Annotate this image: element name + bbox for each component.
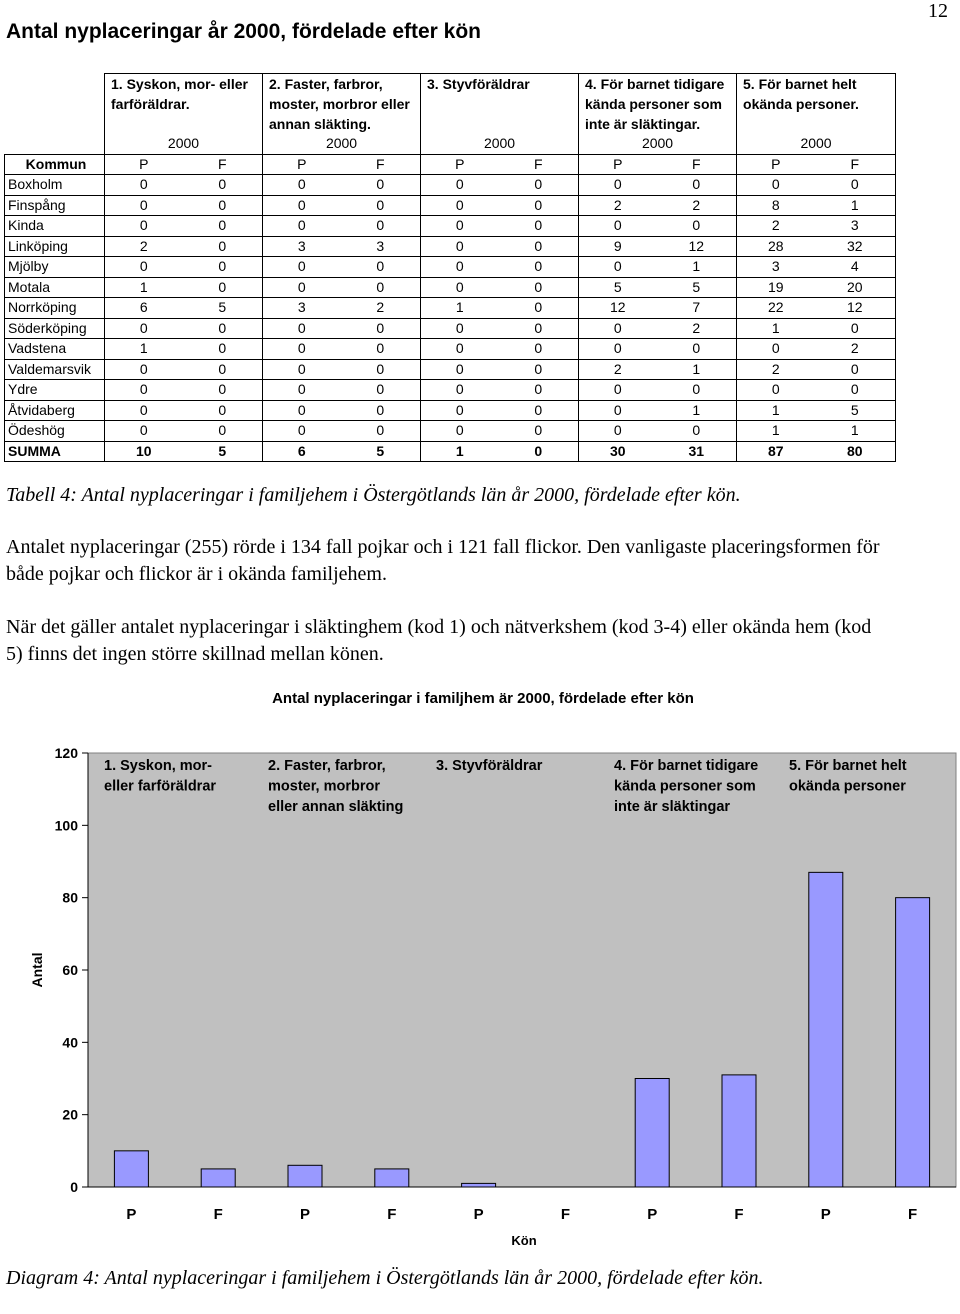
value-cell: 6 (263, 441, 341, 462)
gender-label: F (815, 154, 896, 175)
x-tick-label: P (299, 1206, 311, 1223)
value-cell: 1 (105, 339, 183, 360)
value-cell: 19 (737, 277, 815, 298)
value-cell: 0 (499, 216, 579, 237)
bar (462, 1183, 496, 1187)
value-cell: 0 (579, 380, 657, 401)
value-cell: 2 (579, 359, 657, 380)
table-row (5, 318, 896, 339)
table-row (5, 400, 896, 421)
y-tick-label: 100 (54, 817, 78, 834)
group-annotation: 4. För barnet tidigare (614, 758, 759, 774)
body-paragraph-1: Antalet nyplaceringar (255) rörde i 134 fall pojkar och i 121 fall flickor. Den vanligaste placeringsformen för både pojkar och flickor är i okända familjehem. (6, 536, 880, 585)
value-cell: 0 (421, 318, 499, 339)
value-cell: 0 (183, 359, 263, 380)
kommun-name: Åtvidaberg (5, 400, 105, 421)
kommun-name: Finspång (5, 195, 105, 216)
value-cell: 0 (105, 318, 183, 339)
group-annotation: 3. Styvföräldrar (436, 758, 543, 774)
value-cell: 22 (737, 298, 815, 319)
x-tick-label: F (908, 1206, 918, 1223)
value-cell: 0 (579, 216, 657, 237)
value-cell: 0 (499, 236, 579, 257)
value-cell: 7 (657, 298, 737, 319)
value-cell: 0 (579, 421, 657, 442)
category-header: 5. För barnet helt okända personer. (737, 74, 896, 135)
x-tick-label: P (473, 1206, 484, 1223)
value-cell: 32 (815, 236, 896, 257)
value-cell: 0 (183, 380, 263, 401)
value-cell: 30 (579, 441, 657, 462)
x-tick-label: F (734, 1206, 744, 1223)
value-cell: 0 (263, 421, 341, 442)
value-cell: 0 (499, 400, 579, 421)
kommun-name: Linköping (5, 236, 105, 257)
value-cell: 0 (105, 216, 183, 237)
value-cell: 0 (421, 236, 499, 257)
value-cell: 0 (421, 380, 499, 401)
kommun-name: Boxholm (5, 175, 105, 196)
value-cell: 0 (737, 339, 815, 360)
value-cell: 0 (657, 175, 737, 196)
group-annotation: eller farföräldrar (104, 778, 217, 795)
value-cell: 2 (737, 359, 815, 380)
value-cell: 0 (341, 359, 421, 380)
value-cell: 0 (183, 195, 263, 216)
value-cell: 0 (341, 380, 421, 401)
page-number: 12 (928, 0, 948, 22)
group-annotation: 5. För barnet helt (789, 758, 907, 774)
value-cell: 5 (579, 277, 657, 298)
group-annotation: kända personer som (614, 778, 756, 795)
value-cell: 0 (499, 257, 579, 278)
value-cell: 0 (105, 175, 183, 196)
value-cell: 0 (421, 216, 499, 237)
value-cell: 0 (105, 359, 183, 380)
value-cell: 28 (737, 236, 815, 257)
value-cell: 0 (263, 257, 341, 278)
value-cell: 0 (815, 380, 896, 401)
x-tick-label: F (213, 1206, 223, 1223)
value-cell: 3 (815, 216, 896, 237)
statistics-table (4, 73, 896, 462)
kommun-name: Söderköping (5, 318, 105, 339)
value-cell: 0 (657, 216, 737, 237)
table-row (5, 421, 896, 442)
value-cell: 5 (183, 441, 263, 462)
value-cell: 0 (815, 359, 896, 380)
value-cell: 1 (737, 421, 815, 442)
value-cell: 0 (183, 236, 263, 257)
table-head (5, 74, 896, 175)
value-cell: 12 (815, 298, 896, 319)
x-tick-label: P (126, 1206, 137, 1223)
gender-label: F (341, 154, 421, 175)
gender-label: F (183, 154, 263, 175)
value-cell: 0 (421, 421, 499, 442)
value-cell: 0 (499, 441, 579, 462)
y-tick-label: 60 (62, 962, 78, 978)
category-header-row (5, 74, 896, 135)
value-cell: 9 (579, 236, 657, 257)
y-tick-label: 80 (62, 889, 78, 906)
value-cell: 0 (183, 175, 263, 196)
value-cell: 2 (105, 236, 183, 257)
value-cell: 0 (421, 339, 499, 360)
table-caption: Tabell 4: Antal nyplaceringar i familjehem i Östergötlands län år 2000, fördelade efter kön. (6, 484, 741, 506)
value-cell: 0 (105, 195, 183, 216)
y-tick-label: 0 (70, 1179, 78, 1195)
value-cell: 0 (341, 318, 421, 339)
value-cell: 0 (579, 339, 657, 360)
value-cell: 0 (263, 318, 341, 339)
value-cell: 3 (341, 236, 421, 257)
value-cell: 0 (341, 421, 421, 442)
gender-label: P (579, 154, 657, 175)
value-cell: 0 (579, 257, 657, 278)
value-cell: 20 (815, 277, 896, 298)
value-cell: 0 (263, 195, 341, 216)
value-cell: 3 (737, 257, 815, 278)
group-annotation: moster, morbror (268, 778, 380, 795)
value-cell: 0 (183, 216, 263, 237)
bar (114, 1151, 148, 1187)
group-annotation: 1. Syskon, mor- (104, 758, 212, 774)
y-axis-label: Antal (29, 952, 45, 988)
x-tick-label: F (387, 1206, 397, 1223)
value-cell: 0 (341, 257, 421, 278)
value-cell: 0 (499, 318, 579, 339)
value-cell: 0 (263, 359, 341, 380)
table-row (5, 380, 896, 401)
x-axis-label: Kön (511, 1233, 537, 1248)
kommun-name: Mjölby (5, 257, 105, 278)
value-cell: 31 (657, 441, 737, 462)
value-cell: 2 (815, 339, 896, 360)
value-cell: 0 (421, 400, 499, 421)
value-cell: 5 (657, 277, 737, 298)
gender-label: P (737, 154, 815, 175)
x-tick-label: P (647, 1206, 658, 1223)
year-label: 2000 (579, 134, 737, 154)
value-cell: 0 (263, 339, 341, 360)
value-cell: 0 (657, 339, 737, 360)
value-cell: 1 (737, 318, 815, 339)
gender-label: F (499, 154, 579, 175)
value-cell: 0 (105, 257, 183, 278)
year-label: 2000 (737, 134, 896, 154)
value-cell: 0 (499, 421, 579, 442)
value-cell: 0 (499, 339, 579, 360)
value-cell: 2 (657, 318, 737, 339)
value-cell: 0 (183, 339, 263, 360)
table-row (5, 257, 896, 278)
kommun-name: Ödeshög (5, 421, 105, 442)
bar-chart (0, 740, 960, 1255)
corner-cell (5, 74, 105, 135)
table-row (5, 216, 896, 237)
value-cell: 1 (421, 298, 499, 319)
value-cell: 0 (499, 380, 579, 401)
value-cell: 0 (263, 400, 341, 421)
bar (722, 1075, 756, 1187)
bar (201, 1169, 235, 1187)
value-cell: 0 (657, 421, 737, 442)
kommun-name: SUMMA (5, 441, 105, 462)
value-cell: 6 (105, 298, 183, 319)
value-cell: 12 (657, 236, 737, 257)
value-cell: 5 (341, 441, 421, 462)
value-cell: 12 (579, 298, 657, 319)
value-cell: 0 (421, 175, 499, 196)
value-cell: 2 (737, 216, 815, 237)
value-cell: 5 (815, 400, 896, 421)
x-tick-label: P (820, 1206, 831, 1223)
value-cell: 2 (657, 195, 737, 216)
category-header: 2. Faster, farbror, moster, morbror eller annan släkting. (263, 74, 421, 135)
value-cell: 0 (499, 277, 579, 298)
kommun-name: Ydre (5, 380, 105, 401)
bar (288, 1165, 322, 1187)
value-cell: 0 (579, 400, 657, 421)
gender-label: P (421, 154, 499, 175)
kommun-label: Kommun (5, 154, 105, 175)
value-cell: 0 (263, 216, 341, 237)
sum-row (5, 441, 896, 462)
value-cell: 1 (657, 257, 737, 278)
value-cell: 0 (183, 421, 263, 442)
value-cell: 0 (737, 175, 815, 196)
table-row (5, 359, 896, 380)
value-cell: 0 (737, 380, 815, 401)
value-cell: 87 (737, 441, 815, 462)
value-cell: 4 (815, 257, 896, 278)
value-cell: 0 (263, 277, 341, 298)
x-tick-label: F (560, 1206, 570, 1223)
value-cell: 0 (105, 400, 183, 421)
chart-caption: Diagram 4: Antal nyplaceringar i familjehem i Östergötlands län år 2000, fördelade efter kön. (6, 1267, 764, 1289)
value-cell: 0 (341, 339, 421, 360)
value-cell: 3 (263, 236, 341, 257)
year-label: 2000 (105, 134, 263, 154)
bar (896, 898, 930, 1187)
table-body (5, 175, 896, 462)
value-cell: 0 (499, 359, 579, 380)
year-row (5, 134, 896, 154)
value-cell: 0 (499, 175, 579, 196)
value-cell: 0 (105, 421, 183, 442)
table-row (5, 236, 896, 257)
value-cell: 0 (421, 195, 499, 216)
value-cell: 1 (815, 421, 896, 442)
value-cell: 10 (105, 441, 183, 462)
value-cell: 0 (499, 298, 579, 319)
year-label: 2000 (421, 134, 579, 154)
y-tick-label: 20 (62, 1106, 78, 1123)
value-cell: 1 (105, 277, 183, 298)
kommun-name: Vadstena (5, 339, 105, 360)
value-cell: 0 (579, 318, 657, 339)
bar (375, 1169, 409, 1187)
y-tick-label: 120 (54, 745, 78, 761)
value-cell: 0 (263, 175, 341, 196)
category-header: 3. Styvföräldrar (421, 74, 579, 135)
category-header: 1. Syskon, mor- eller farföräldrar. (105, 74, 263, 135)
value-cell: 5 (183, 298, 263, 319)
value-cell: 0 (183, 277, 263, 298)
value-cell: 0 (657, 380, 737, 401)
value-cell: 1 (657, 359, 737, 380)
value-cell: 0 (341, 277, 421, 298)
value-cell: 0 (183, 400, 263, 421)
gender-header-row (5, 154, 896, 175)
value-cell: 0 (341, 216, 421, 237)
value-cell: 0 (341, 195, 421, 216)
kommun-name: Kinda (5, 216, 105, 237)
value-cell: 0 (421, 359, 499, 380)
gender-label: P (263, 154, 341, 175)
group-annotation: inte är släktingar (614, 799, 731, 815)
value-cell: 0 (341, 400, 421, 421)
value-cell: 0 (499, 195, 579, 216)
value-cell: 0 (105, 380, 183, 401)
value-cell: 0 (183, 257, 263, 278)
value-cell: 1 (737, 400, 815, 421)
value-cell: 0 (815, 318, 896, 339)
kommun-name: Motala (5, 277, 105, 298)
value-cell: 0 (815, 175, 896, 196)
table-row (5, 277, 896, 298)
body-paragraph-2: När det gäller antalet nyplaceringar i släktinghem (kod 1) och nätverkshem (kod 3-4) eller okända hem (kod 5) finns det ingen större skillnad mellan könen. (6, 616, 872, 665)
bar (635, 1079, 669, 1188)
kommun-name: Valdemarsvik (5, 359, 105, 380)
chart-title: Antal nyplaceringar i familjhem är 2000, fördelade efter kön (272, 690, 694, 707)
group-annotation: 2. Faster, farbror, (268, 758, 386, 774)
y-tick-label: 40 (62, 1034, 78, 1051)
year-row-spacer (5, 134, 105, 154)
page-heading: Antal nyplaceringar år 2000, fördelade efter kön (6, 20, 482, 43)
bar (809, 872, 843, 1187)
value-cell: 0 (579, 175, 657, 196)
gender-label: P (105, 154, 183, 175)
value-cell: 2 (579, 195, 657, 216)
value-cell: 0 (421, 257, 499, 278)
value-cell: 80 (815, 441, 896, 462)
table-row (5, 298, 896, 319)
table-row (5, 175, 896, 196)
table-row (5, 339, 896, 360)
value-cell: 1 (815, 195, 896, 216)
value-cell: 0 (183, 318, 263, 339)
table-row (5, 195, 896, 216)
group-annotation: eller annan släkting (268, 799, 404, 815)
year-label: 2000 (263, 134, 421, 154)
value-cell: 0 (341, 175, 421, 196)
value-cell: 1 (421, 441, 499, 462)
kommun-name: Norrköping (5, 298, 105, 319)
value-cell: 8 (737, 195, 815, 216)
value-cell: 0 (263, 380, 341, 401)
gender-label: F (657, 154, 737, 175)
value-cell: 2 (341, 298, 421, 319)
group-annotation: okända personer (789, 778, 906, 795)
category-header: 4. För barnet tidigare kända personer som inte är släktingar. (579, 74, 737, 135)
value-cell: 1 (657, 400, 737, 421)
value-cell: 3 (263, 298, 341, 319)
value-cell: 0 (421, 277, 499, 298)
